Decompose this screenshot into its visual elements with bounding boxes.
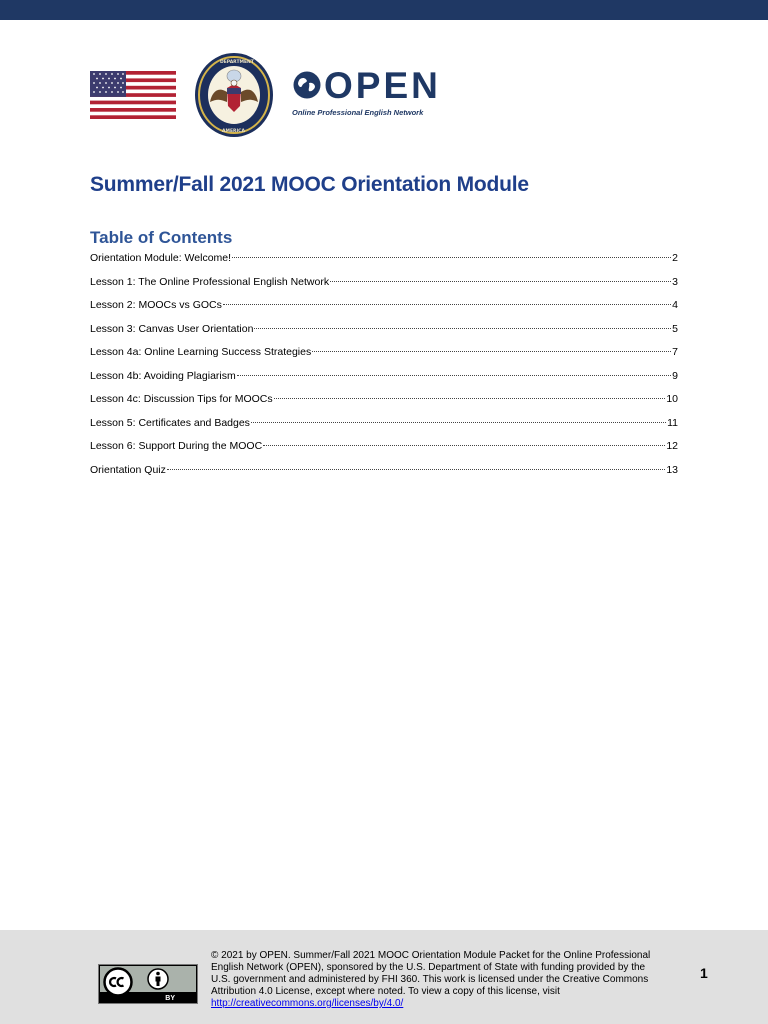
dot-leader bbox=[330, 281, 671, 282]
dot-leader bbox=[251, 422, 666, 423]
dot-leader bbox=[223, 304, 671, 305]
license-link[interactable]: http://creativecommons.org/licenses/by/4.0/ bbox=[211, 998, 404, 1009]
toc-entry-page: 12 bbox=[666, 440, 678, 452]
toc-entry-label: Lesson 6: Support During the MOOC bbox=[90, 440, 263, 452]
toc-entry[interactable] bbox=[90, 276, 678, 300]
document-title: Summer/Fall 2021 MOOC Orientation Module bbox=[90, 173, 529, 196]
toc-entry-label: Lesson 2: MOOCs vs GOCs bbox=[90, 299, 222, 311]
toc-entry-label: Lesson 1: The Online Professional English Network bbox=[90, 275, 330, 288]
svg-text:AMERICA: AMERICA bbox=[222, 129, 245, 134]
table-of-contents bbox=[90, 252, 678, 487]
copyright-text: © 2021 by OPEN. Summer/Fall 2021 MOOC Orientation Module Packet for the Online Professional English Network (OPEN), sponsored by the U.S. Department of State with funding provided by the U.S. government and administered by FHI 360. This work is licensed under the Creative Commons Attribution 4.0 License, except where noted. To view a copy of this license, visit bbox=[211, 950, 651, 997]
toc-entry[interactable] bbox=[90, 323, 678, 347]
dot-leader bbox=[167, 469, 665, 470]
toc-entry-page: 5 bbox=[672, 322, 678, 335]
copyright-notice bbox=[211, 950, 661, 1010]
toc-entry-page: 7 bbox=[672, 346, 678, 358]
toc-entry[interactable] bbox=[90, 299, 678, 323]
open-globe-icon bbox=[292, 70, 322, 100]
dot-leader bbox=[232, 257, 671, 258]
toc-entry-label: Lesson 4c: Discussion Tips for MOOCs bbox=[90, 393, 273, 405]
dot-leader bbox=[274, 398, 666, 399]
creative-commons-icon bbox=[103, 967, 133, 997]
toc-entry-page: 9 bbox=[672, 369, 678, 382]
toc-entry-page: 3 bbox=[672, 275, 678, 288]
state-department-seal-icon bbox=[194, 52, 274, 138]
toc-entry[interactable] bbox=[90, 346, 678, 370]
toc-entry[interactable] bbox=[90, 252, 678, 276]
toc-entry[interactable] bbox=[90, 393, 678, 417]
us-flag-icon bbox=[90, 71, 176, 119]
cc-by-license-badge[interactable] bbox=[98, 964, 198, 1004]
toc-entry-label: Lesson 4a: Online Learning Success Strategies bbox=[90, 346, 312, 358]
toc-entry-page: 13 bbox=[666, 463, 678, 476]
open-logo bbox=[290, 65, 441, 122]
toc-entry-label: Orientation Module: Welcome! bbox=[90, 252, 232, 264]
svg-text:DEPARTMENT: DEPARTMENT bbox=[220, 60, 254, 65]
dot-leader bbox=[254, 328, 671, 329]
attribution-icon bbox=[147, 968, 169, 990]
toc-entry-page: 10 bbox=[666, 393, 678, 405]
open-wordmark-text: OPEN bbox=[324, 65, 441, 106]
page-footer bbox=[0, 930, 768, 1024]
toc-heading: Table of Contents bbox=[90, 228, 233, 247]
toc-entry[interactable] bbox=[90, 464, 678, 488]
toc-entry[interactable] bbox=[90, 440, 678, 464]
toc-entry[interactable] bbox=[90, 417, 678, 441]
page-number: 1 bbox=[700, 965, 708, 981]
toc-entry[interactable] bbox=[90, 370, 678, 394]
toc-entry-label: Lesson 4b: Avoiding Plagiarism bbox=[90, 369, 236, 382]
toc-entry-page: 2 bbox=[672, 252, 678, 264]
dot-leader bbox=[312, 351, 671, 352]
dot-leader bbox=[263, 445, 665, 446]
toc-entry-label: Lesson 5: Certificates and Badges bbox=[90, 416, 250, 429]
toc-entry-label: Orientation Quiz bbox=[90, 463, 166, 476]
toc-entry-page: 4 bbox=[672, 299, 678, 311]
toc-entry-page: 11 bbox=[667, 416, 678, 429]
cc-by-label: BY bbox=[165, 995, 175, 1002]
top-banner bbox=[0, 0, 768, 20]
toc-entry-label: Lesson 3: Canvas User Orientation bbox=[90, 322, 254, 335]
open-tagline: Online Professional English Network bbox=[292, 108, 424, 117]
dot-leader bbox=[237, 375, 671, 376]
